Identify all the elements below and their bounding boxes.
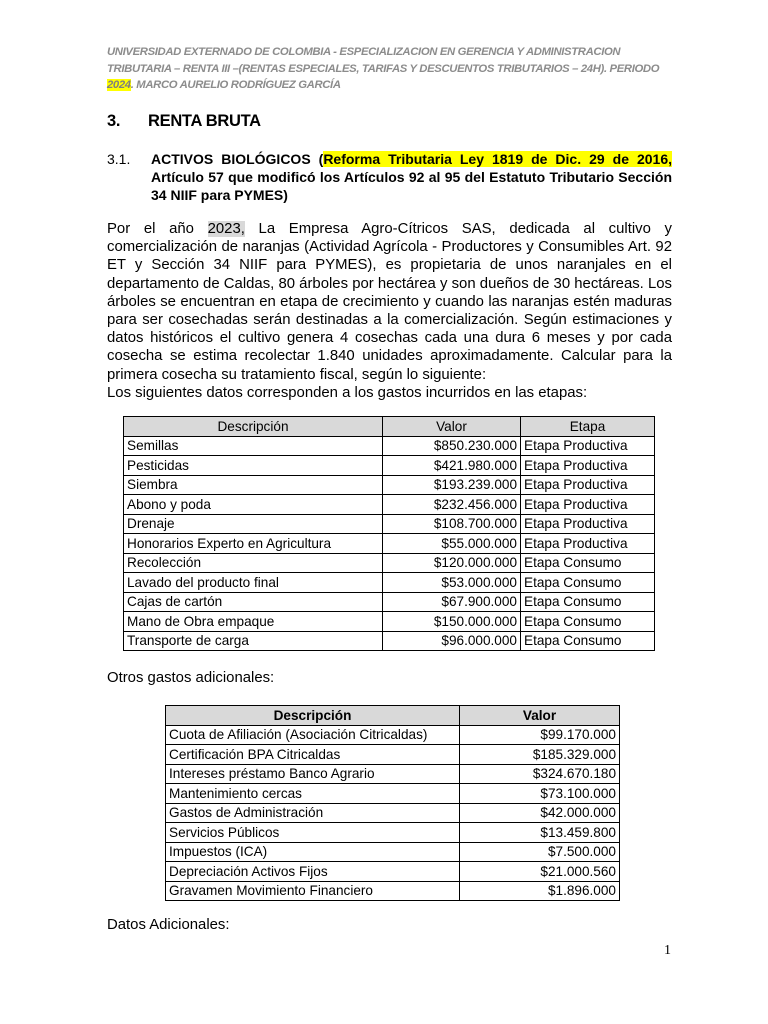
expenses-row [124, 495, 655, 515]
subsection-title [107, 150, 672, 204]
extra-cell-valor: $185.329.000 [460, 745, 620, 765]
expenses-cell-etapa: Etapa Productiva [521, 495, 655, 515]
expenses-cell-valor: $421.980.000 [383, 456, 521, 476]
extra-cell-descripcion: Mantenimiento cercas [166, 784, 460, 804]
paragraph-body: La Empresa Agro-Cítricos SAS, dedicada al cultivo y comercialización de naranjas (Actividad Agrícola - Productores y Consumibles Art. 92 ET y Sección 34 NIIF para PYMES), es propietaria de unos naranjales en el departamento de Caldas, 80 árboles por hectárea y son dueños de 30 hectáreas. Los árboles se encuentran en etapa de crecimiento y cuando las naranjas estén maduras para ser cosechadas serán destinadas a la comercialización. Según estimaciones y datos históricos el cultivo genera 4 cosechas cada una dura 6 meses y por cada cosecha se estima recolectar 1.840 unidades aproximadamente. Calcular para la primera cosecha su tratamiento fiscal, según lo siguiente: [107, 221, 672, 383]
expenses-header-descripcion: Descripción [124, 417, 383, 437]
extra-row [166, 784, 620, 804]
expenses-cell-valor: $120.000.000 [383, 553, 521, 573]
page-number: 1 [664, 943, 671, 958]
header-text-b: . MARCO AURELIO RODRÍGUEZ GARCÍA [130, 79, 341, 91]
expenses-cell-descripcion: Abono y poda [124, 495, 383, 515]
extra-cell-valor: $1.896.000 [460, 881, 620, 901]
header-text-a: UNIVERSIDAD EXTERNADO DE COLOMBIA - ESPECIALIZACION EN GERENCIA Y ADMINISTRACION TRIBUTARIA – RENTA III –(RENTAS ESPECIALES, TARIFAS Y DESCUENTOS TRIBUTARIOS – 24H). PERIODO [107, 46, 660, 75]
extra-header-valor: Valor [460, 706, 620, 726]
expenses-row [124, 534, 655, 554]
expenses-cell-etapa: Etapa Productiva [521, 534, 655, 554]
extra-header-descripcion: Descripción [166, 706, 460, 726]
expenses-row [124, 456, 655, 476]
extra-cell-valor: $324.670.180 [460, 764, 620, 784]
extra-cell-valor: $7.500.000 [460, 842, 620, 862]
extra-row [166, 745, 620, 765]
expenses-row [124, 592, 655, 612]
subsection-title-highlight: Reforma Tributaria Ley 1819 de Dic. 29 de 2016, [323, 151, 672, 167]
expenses-cell-valor: $96.000.000 [383, 631, 521, 651]
extra-row [166, 764, 620, 784]
subsection-title-start: ACTIVOS BIOLÓGICOS ( [151, 151, 324, 167]
section-title-text: RENTA BRUTA [148, 112, 261, 130]
expenses-cell-descripcion: Lavado del producto final [124, 573, 383, 593]
expenses-cell-etapa: Etapa Consumo [521, 612, 655, 632]
extra-cell-valor: $13.459.800 [460, 823, 620, 843]
extra-cell-descripcion: Intereses préstamo Banco Agrario [166, 764, 460, 784]
expenses-cell-descripcion: Semillas [124, 436, 383, 456]
extra-row [166, 803, 620, 823]
expenses-row [124, 612, 655, 632]
document-header [107, 44, 667, 94]
expenses-row [124, 514, 655, 534]
expenses-cell-valor: $55.000.000 [383, 534, 521, 554]
extra-cell-valor: $99.170.000 [460, 725, 620, 745]
extra-cell-valor: $73.100.000 [460, 784, 620, 804]
expenses-cell-etapa: Etapa Productiva [521, 475, 655, 495]
paragraph-start: Por el año [107, 221, 208, 237]
paragraph-last-line: Los siguientes datos corresponden a los gastos incurridos en las etapas: [107, 384, 588, 401]
expenses-cell-etapa: Etapa Consumo [521, 573, 655, 593]
extra-cell-descripcion: Gastos de Administración [166, 803, 460, 823]
extra-cell-descripcion: Servicios Públicos [166, 823, 460, 843]
expenses-cell-descripcion: Pesticidas [124, 456, 383, 476]
subsection-number: 3.1. [107, 151, 131, 167]
subsection-title-rest: Artículo 57 que modificó los Artículos 92 al 95 del Estatuto Tributario Sección 34 NIIF para PYMES) [151, 169, 672, 203]
extra-row [166, 881, 620, 901]
extra-row [166, 823, 620, 843]
expenses-cell-valor: $67.900.000 [383, 592, 521, 612]
extra-row [166, 725, 620, 745]
expenses-cell-etapa: Etapa Productiva [521, 514, 655, 534]
body-paragraph [107, 220, 672, 402]
expenses-cell-descripcion: Recolección [124, 553, 383, 573]
expenses-cell-valor: $850.230.000 [383, 436, 521, 456]
section-title [107, 112, 261, 131]
expenses-header-valor: Valor [383, 417, 521, 437]
expenses-cell-valor: $193.239.000 [383, 475, 521, 495]
extra-cell-descripcion: Cuota de Afiliación (Asociación Citricaldas) [166, 725, 460, 745]
extra-cell-valor: $42.000.000 [460, 803, 620, 823]
extra-cell-descripcion: Certificación BPA Citricaldas [166, 745, 460, 765]
expenses-row [124, 553, 655, 573]
expenses-cell-descripcion: Drenaje [124, 514, 383, 534]
expenses-row [124, 631, 655, 651]
paragraph-year: 2023, [207, 221, 245, 237]
expenses-cell-valor: $53.000.000 [383, 573, 521, 593]
expenses-row [124, 573, 655, 593]
expenses-cell-etapa: Etapa Consumo [521, 553, 655, 573]
extra-expenses-table [165, 705, 620, 901]
extra-row [166, 842, 620, 862]
datos-adicionales-label: Datos Adicionales: [107, 917, 230, 933]
expenses-row [124, 436, 655, 456]
expenses-cell-descripcion: Siembra [124, 475, 383, 495]
expenses-cell-etapa: Etapa Productiva [521, 456, 655, 476]
expenses-cell-valor: $108.700.000 [383, 514, 521, 534]
section-number: 3. [107, 112, 121, 130]
expenses-cell-etapa: Etapa Productiva [521, 436, 655, 456]
extra-cell-valor: $21.000.560 [460, 862, 620, 882]
expenses-cell-descripcion: Transporte de carga [124, 631, 383, 651]
extra-cell-descripcion: Impuestos (ICA) [166, 842, 460, 862]
extra-cell-descripcion: Gravamen Movimiento Financiero [166, 881, 460, 901]
expenses-cell-descripcion: Mano de Obra empaque [124, 612, 383, 632]
expenses-cell-valor: $150.000.000 [383, 612, 521, 632]
extra-row [166, 862, 620, 882]
header-period-year: 2024 [107, 79, 131, 91]
expenses-row [124, 475, 655, 495]
expenses-cell-etapa: Etapa Consumo [521, 592, 655, 612]
expenses-cell-etapa: Etapa Consumo [521, 631, 655, 651]
expenses-cell-valor: $232.456.000 [383, 495, 521, 515]
expenses-header-etapa: Etapa [521, 417, 655, 437]
otros-gastos-label: Otros gastos adicionales: [107, 670, 275, 686]
expenses-cell-descripcion: Cajas de cartón [124, 592, 383, 612]
expenses-table [123, 416, 655, 651]
extra-cell-descripcion: Depreciación Activos Fijos [166, 862, 460, 882]
expenses-cell-descripcion: Honorarios Experto en Agricultura [124, 534, 383, 554]
